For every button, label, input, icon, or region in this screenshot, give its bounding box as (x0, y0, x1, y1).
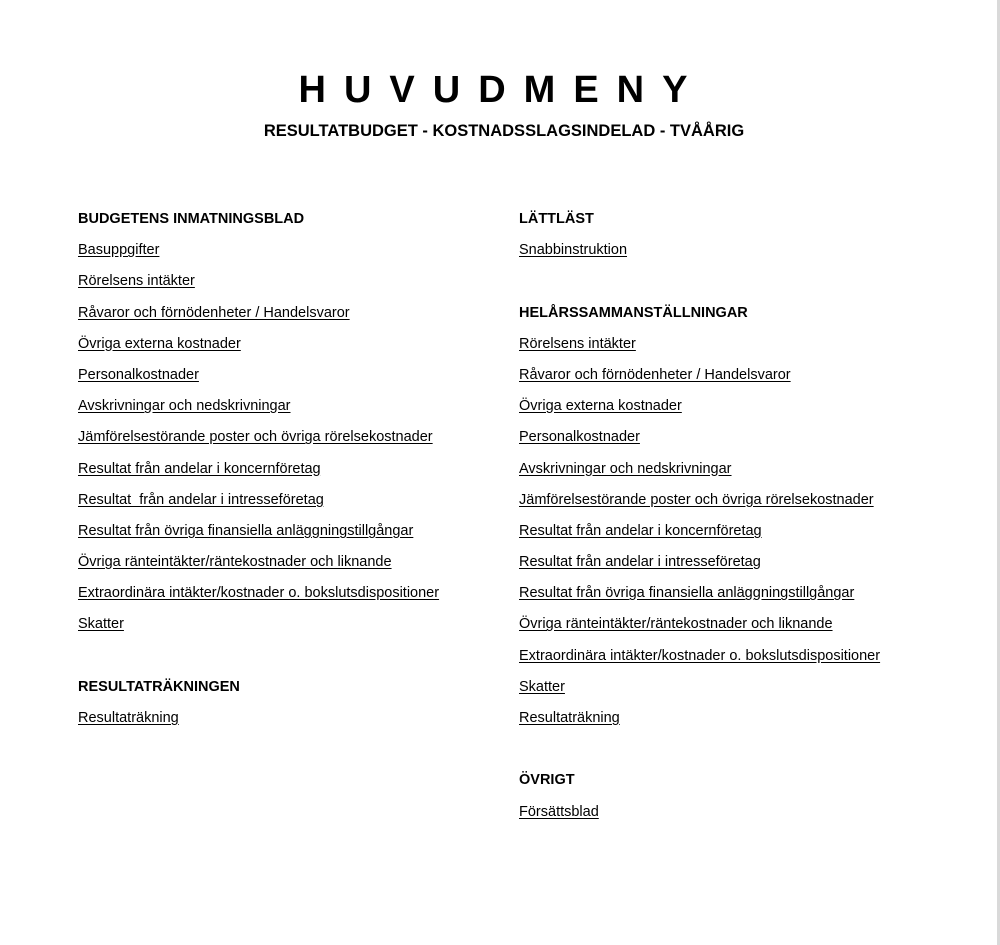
section-heading-helarssammanstallningar: HELÅRSSAMMANSTÄLLNINGAR (519, 304, 748, 321)
link-extraordinara-poster[interactable]: Extraordinära intäkter/kostnader o. bokslutsdispositioner (78, 585, 440, 602)
link-jamforelsestorande-poster[interactable]: Jämförelsestörande poster och övriga rörelsekostnader (78, 429, 433, 446)
link-finansiella-anlaggningstillgangar[interactable]: Resultat från övriga finansiella anläggningstillgångar (78, 522, 414, 539)
link-helar-resultatrakning[interactable]: Resultaträkning (519, 710, 620, 726)
link-helar-ravaror-handelsvaror[interactable]: Råvaror och förnödenheter / Handelsvaror (519, 366, 791, 383)
link-helar-avskrivningar[interactable]: Avskrivningar och nedskrivningar (519, 460, 732, 477)
link-avskrivningar[interactable]: Avskrivningar och nedskrivningar (78, 398, 291, 415)
section-heading-resultatrakningen: RESULTATRÄKNINGEN (78, 678, 240, 695)
link-helar-rorelsens-intakter[interactable]: Rörelsens intäkter (519, 335, 636, 352)
link-rorelsens-intakter[interactable]: Rörelsens intäkter (78, 273, 195, 290)
page-title: HUVUDMENY (298, 69, 706, 111)
section-heading-inmatningsblad: BUDGETENS INMATNINGSBLAD (78, 211, 305, 227)
link-helar-finansiella-anlaggningstillgangar[interactable]: Resultat från övriga finansiella anläggningstillgångar (519, 585, 855, 602)
link-helar-skatter[interactable]: Skatter (519, 678, 565, 695)
link-basuppgifter[interactable]: Basuppgifter (78, 242, 160, 259)
left-column (78, 207, 498, 737)
link-ovriga-externa-kostnader[interactable]: Övriga externa kostnader (78, 335, 241, 352)
section-heading-lattlast: LÄTTLÄST (519, 211, 594, 227)
link-helar-andelar-koncernforetag[interactable]: Resultat från andelar i koncernföretag (519, 522, 762, 539)
spacer (519, 269, 959, 300)
link-helar-ovriga-externa-kostnader[interactable]: Övriga externa kostnader (519, 398, 682, 415)
spacer (78, 644, 498, 675)
link-helar-jamforelsestorande-poster[interactable]: Jämförelsestörande poster och övriga rörelsekostnader (519, 491, 874, 508)
section-heading-ovrigt: ÖVRIGT (519, 772, 575, 789)
spacer (519, 737, 959, 768)
link-forsattsblad[interactable]: Försättsblad (519, 803, 599, 820)
link-skatter[interactable]: Skatter (78, 616, 124, 633)
link-snabbinstruktion[interactable]: Snabbinstruktion (519, 242, 628, 259)
link-ranteintakter-rantekostnader[interactable]: Övriga ränteintäkter/räntekostnader och liknande (78, 554, 392, 571)
link-helar-andelar-intresseforetag[interactable]: Resultat från andelar i intresseföretag (519, 554, 761, 571)
link-andelar-intresseforetag[interactable]: Resultat från andelar i intresseföretag (78, 491, 324, 508)
link-helar-extraordinara-poster[interactable]: Extraordinära intäkter/kostnader o. bokslutsdispositioner (519, 647, 881, 664)
link-resultatrakning[interactable]: Resultaträkning (78, 710, 179, 726)
link-helar-ranteintakter-rantekostnader[interactable]: Övriga ränteintäkter/räntekostnader och liknande (519, 616, 833, 633)
link-personalkostnader[interactable]: Personalkostnader (78, 366, 199, 383)
right-column (519, 207, 959, 831)
page-subtitle: RESULTATBUDGET - KOSTNADSSLAGSINDELAD - TVÅÅRIG (263, 122, 745, 140)
link-ravaror-handelsvaror[interactable]: Råvaror och förnödenheter / Handelsvaror (78, 304, 350, 321)
link-helar-personalkostnader[interactable]: Personalkostnader (519, 429, 640, 446)
link-andelar-koncernforetag[interactable]: Resultat från andelar i koncernföretag (78, 460, 321, 477)
